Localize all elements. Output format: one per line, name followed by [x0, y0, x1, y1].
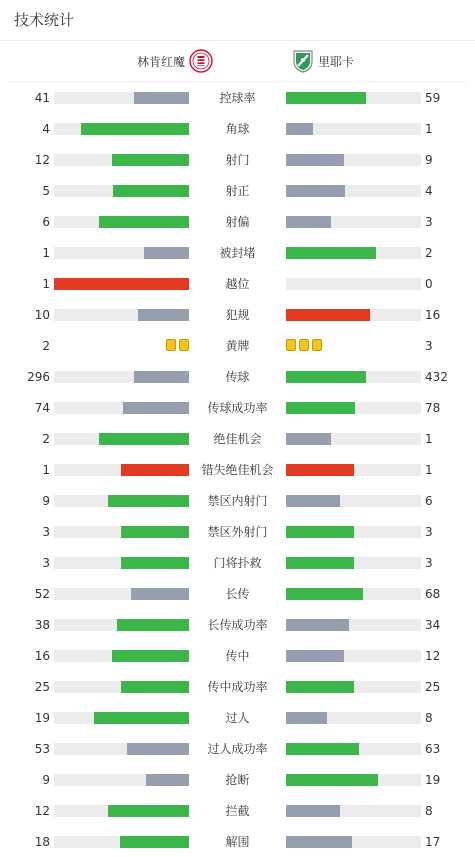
away-team[interactable]: [292, 48, 354, 74]
home-bar-fill: [121, 681, 189, 693]
away-bar-fill: [286, 92, 366, 104]
stat-label: 射正: [225, 184, 250, 198]
away-value: 59: [425, 91, 441, 105]
away-bar-track: [286, 433, 421, 445]
home-value: 2: [42, 339, 50, 353]
away-value: 16: [425, 308, 441, 322]
away-bar-fill: [286, 402, 355, 414]
home-bar-track: [54, 526, 189, 538]
stat-label: 长传成功率: [207, 618, 268, 632]
home-bar-track: [54, 402, 189, 414]
home-bar-fill: [121, 557, 189, 569]
home-bar-track: [54, 743, 189, 755]
stat-row: [0, 647, 475, 665]
team-header: [9, 41, 466, 82]
away-team-name: 里耶卡: [318, 54, 355, 69]
home-value: 53: [34, 742, 50, 756]
away-bar-track: [286, 774, 421, 786]
yellow-card-icon: [312, 339, 322, 351]
away-bar-fill: [286, 309, 370, 321]
home-bar-fill: [134, 92, 189, 104]
away-bar-fill: [286, 557, 354, 569]
stat-label: 传球成功率: [207, 401, 268, 415]
home-value: 3: [42, 525, 50, 539]
stat-label: 过人: [225, 711, 250, 725]
stat-label: 越位: [225, 277, 250, 291]
away-bar-track: [286, 309, 421, 321]
home-bar-track: [54, 588, 189, 600]
away-bar-track: [286, 154, 421, 166]
away-value: 68: [425, 587, 441, 601]
away-bar-fill: [286, 495, 340, 507]
away-bar-track: [286, 743, 421, 755]
stat-label: 拦截: [225, 804, 250, 818]
away-value: 12: [425, 649, 441, 663]
home-bar-fill: [94, 712, 189, 724]
stat-row: [0, 213, 475, 231]
yellow-card-icon: [299, 339, 309, 351]
away-bar-fill: [286, 216, 331, 228]
home-bar-fill: [138, 309, 189, 321]
home-team[interactable]: [137, 48, 213, 74]
stat-row: [0, 678, 475, 696]
away-bar-fill: [286, 836, 352, 848]
stat-row: [0, 740, 475, 758]
away-bar-track: [286, 278, 421, 290]
home-value: 5: [42, 184, 50, 198]
stat-row: [0, 306, 475, 324]
stat-label: 犯规: [225, 308, 250, 322]
yellow-card-icon: [166, 339, 176, 351]
stat-row: [0, 802, 475, 820]
away-bar-fill: [286, 154, 344, 166]
home-value: 9: [42, 494, 50, 508]
home-value: 18: [34, 835, 50, 849]
away-bar-fill: [286, 185, 345, 197]
home-value: 19: [34, 711, 50, 725]
home-bar-track: [54, 278, 189, 290]
home-bar-track: [54, 836, 189, 848]
away-value: 2: [425, 246, 433, 260]
away-bar-fill: [286, 526, 354, 538]
away-value: 4: [425, 184, 433, 198]
away-bar-track: [286, 402, 421, 414]
stat-label: 传中成功率: [207, 680, 268, 694]
home-value: 1: [42, 463, 50, 477]
away-value: 3: [425, 525, 433, 539]
away-bar-fill: [286, 743, 359, 755]
page-title: 技术统计: [0, 0, 475, 41]
away-value: 6: [425, 494, 433, 508]
away-bar-track: [286, 836, 421, 848]
home-bar-fill: [127, 743, 189, 755]
away-bar-track: [286, 619, 421, 631]
away-bar-track: [286, 247, 421, 259]
stat-label: 门将扑救: [213, 556, 262, 570]
away-value: 78: [425, 401, 441, 415]
stat-label: 错失绝佳机会: [201, 463, 274, 477]
away-bar-track: [286, 681, 421, 693]
home-bar-fill: [121, 464, 189, 476]
home-bar-track: [54, 154, 189, 166]
stat-row: [0, 492, 475, 510]
away-bar-track: [286, 650, 421, 662]
stat-label: 黄牌: [225, 339, 250, 353]
home-value: 25: [34, 680, 50, 694]
stat-label: 解围: [225, 835, 250, 849]
away-value: 1: [425, 432, 433, 446]
stat-row: [0, 151, 475, 169]
stat-row: [0, 523, 475, 541]
lincoln-crest-icon: [189, 49, 213, 73]
stat-row: [0, 89, 475, 107]
stat-label: 禁区内射门: [207, 494, 268, 508]
away-bar-fill: [286, 681, 354, 693]
stat-row: [0, 430, 475, 448]
home-bar-track: [54, 92, 189, 104]
home-bar-fill: [99, 216, 189, 228]
home-value: 2: [42, 432, 50, 446]
away-value: 34: [425, 618, 441, 632]
home-value: 9: [42, 773, 50, 787]
home-bar-fill: [121, 526, 189, 538]
away-value: 3: [425, 556, 433, 570]
home-value: 296: [27, 370, 50, 384]
away-value: 8: [425, 711, 433, 725]
away-bar-track: [286, 526, 421, 538]
away-bar-fill: [286, 433, 331, 445]
away-bar-fill: [286, 464, 354, 476]
away-bar-fill: [286, 712, 327, 724]
home-value: 6: [42, 215, 50, 229]
away-value: 1: [425, 122, 433, 136]
away-value: 3: [425, 339, 433, 353]
away-bar-fill: [286, 619, 349, 631]
away-bar-fill: [286, 805, 340, 817]
home-bar-fill: [112, 154, 189, 166]
stat-label: 绝佳机会: [213, 432, 262, 446]
away-value: 63: [425, 742, 441, 756]
stat-row: [0, 120, 475, 138]
away-value: 9: [425, 153, 433, 167]
yellow-card-icon: [286, 339, 296, 351]
home-bar-track: [54, 123, 189, 135]
home-value: 1: [42, 246, 50, 260]
home-value: 52: [34, 587, 50, 601]
home-bar-track: [54, 216, 189, 228]
home-bar-track: [54, 247, 189, 259]
stat-row: [0, 182, 475, 200]
home-bar-fill: [99, 433, 189, 445]
stat-label: 传中: [225, 649, 250, 663]
away-bar-fill: [286, 588, 363, 600]
home-bar-fill: [108, 805, 189, 817]
stat-row: [0, 585, 475, 603]
rijeka-crest-icon: [292, 49, 314, 73]
home-value: 10: [34, 308, 50, 322]
home-value: 4: [42, 122, 50, 136]
home-bar-track: [54, 557, 189, 569]
home-bar-fill: [131, 588, 189, 600]
home-bar-track: [54, 805, 189, 817]
away-value: 19: [425, 773, 441, 787]
away-bar-fill: [286, 650, 344, 662]
home-bar-track: [54, 495, 189, 507]
away-value: 432: [425, 370, 448, 384]
home-bar-fill: [144, 247, 189, 259]
away-bar-track: [286, 216, 421, 228]
home-value: 41: [34, 91, 50, 105]
stat-label: 传球: [225, 370, 250, 384]
away-bar-track: [286, 185, 421, 197]
home-bar-track: [54, 681, 189, 693]
away-bar-track: [286, 92, 421, 104]
away-value: 3: [425, 215, 433, 229]
away-bar-track: [286, 588, 421, 600]
home-bar-fill: [134, 371, 189, 383]
home-value: 12: [34, 804, 50, 818]
home-bar-fill: [120, 836, 189, 848]
home-bar-track: [54, 774, 189, 786]
away-bar-track: [286, 464, 421, 476]
away-bar-fill: [286, 247, 376, 259]
away-bar-track: [286, 712, 421, 724]
home-bar-fill: [146, 774, 189, 786]
stat-row: [0, 337, 475, 355]
stat-label: 抢断: [225, 773, 250, 787]
stat-row: [0, 275, 475, 293]
yellow-card-icon: [179, 339, 189, 351]
stat-label: 射偏: [225, 215, 250, 229]
away-value: 8: [425, 804, 433, 818]
stat-row: [0, 368, 475, 386]
stat-label: 禁区外射门: [207, 525, 268, 539]
away-bar-track: [286, 371, 421, 383]
home-value: 16: [34, 649, 50, 663]
home-bar-track: [54, 433, 189, 445]
home-value: 3: [42, 556, 50, 570]
stat-row: [0, 244, 475, 262]
home-yellow-cards: [166, 339, 189, 351]
stat-row: [0, 771, 475, 789]
away-bar-fill: [286, 123, 313, 135]
home-bar-fill: [112, 650, 189, 662]
away-bar-fill: [286, 774, 378, 786]
away-yellow-cards: [286, 339, 322, 351]
away-value: 25: [425, 680, 441, 694]
home-value: 74: [34, 401, 50, 415]
stat-row: [0, 554, 475, 572]
stat-row: [0, 709, 475, 727]
away-value: 0: [425, 277, 433, 291]
stat-label: 射门: [225, 153, 250, 167]
away-bar-track: [286, 805, 421, 817]
home-value: 1: [42, 277, 50, 291]
home-bar-fill: [113, 185, 189, 197]
home-bar-fill: [54, 278, 189, 290]
home-bar-track: [54, 309, 189, 321]
home-bar-track: [54, 185, 189, 197]
home-team-name: 林肯红魔: [136, 54, 185, 69]
home-bar-track: [54, 650, 189, 662]
stat-label: 控球率: [219, 91, 256, 105]
away-value: 1: [425, 463, 433, 477]
home-bar-track: [54, 371, 189, 383]
stat-row: [0, 833, 475, 851]
stat-label: 被封堵: [219, 246, 256, 260]
stat-row: [0, 399, 475, 417]
home-bar-track: [54, 712, 189, 724]
stat-label: 长传: [225, 587, 250, 601]
home-bar-fill: [117, 619, 189, 631]
home-bar-fill: [108, 495, 189, 507]
away-bar-track: [286, 557, 421, 569]
away-bar-track: [286, 123, 421, 135]
away-bar-track: [286, 495, 421, 507]
home-bar-fill: [123, 402, 189, 414]
home-bar-fill: [81, 123, 189, 135]
stat-label: 角球: [225, 122, 250, 136]
away-value: 17: [425, 835, 441, 849]
stat-label: 过人成功率: [207, 742, 268, 756]
home-bar-track: [54, 464, 189, 476]
stat-row: [0, 461, 475, 479]
home-bar-track: [54, 619, 189, 631]
away-bar-fill: [286, 371, 366, 383]
home-value: 12: [34, 153, 50, 167]
stat-row: [0, 616, 475, 634]
home-value: 38: [34, 618, 50, 632]
